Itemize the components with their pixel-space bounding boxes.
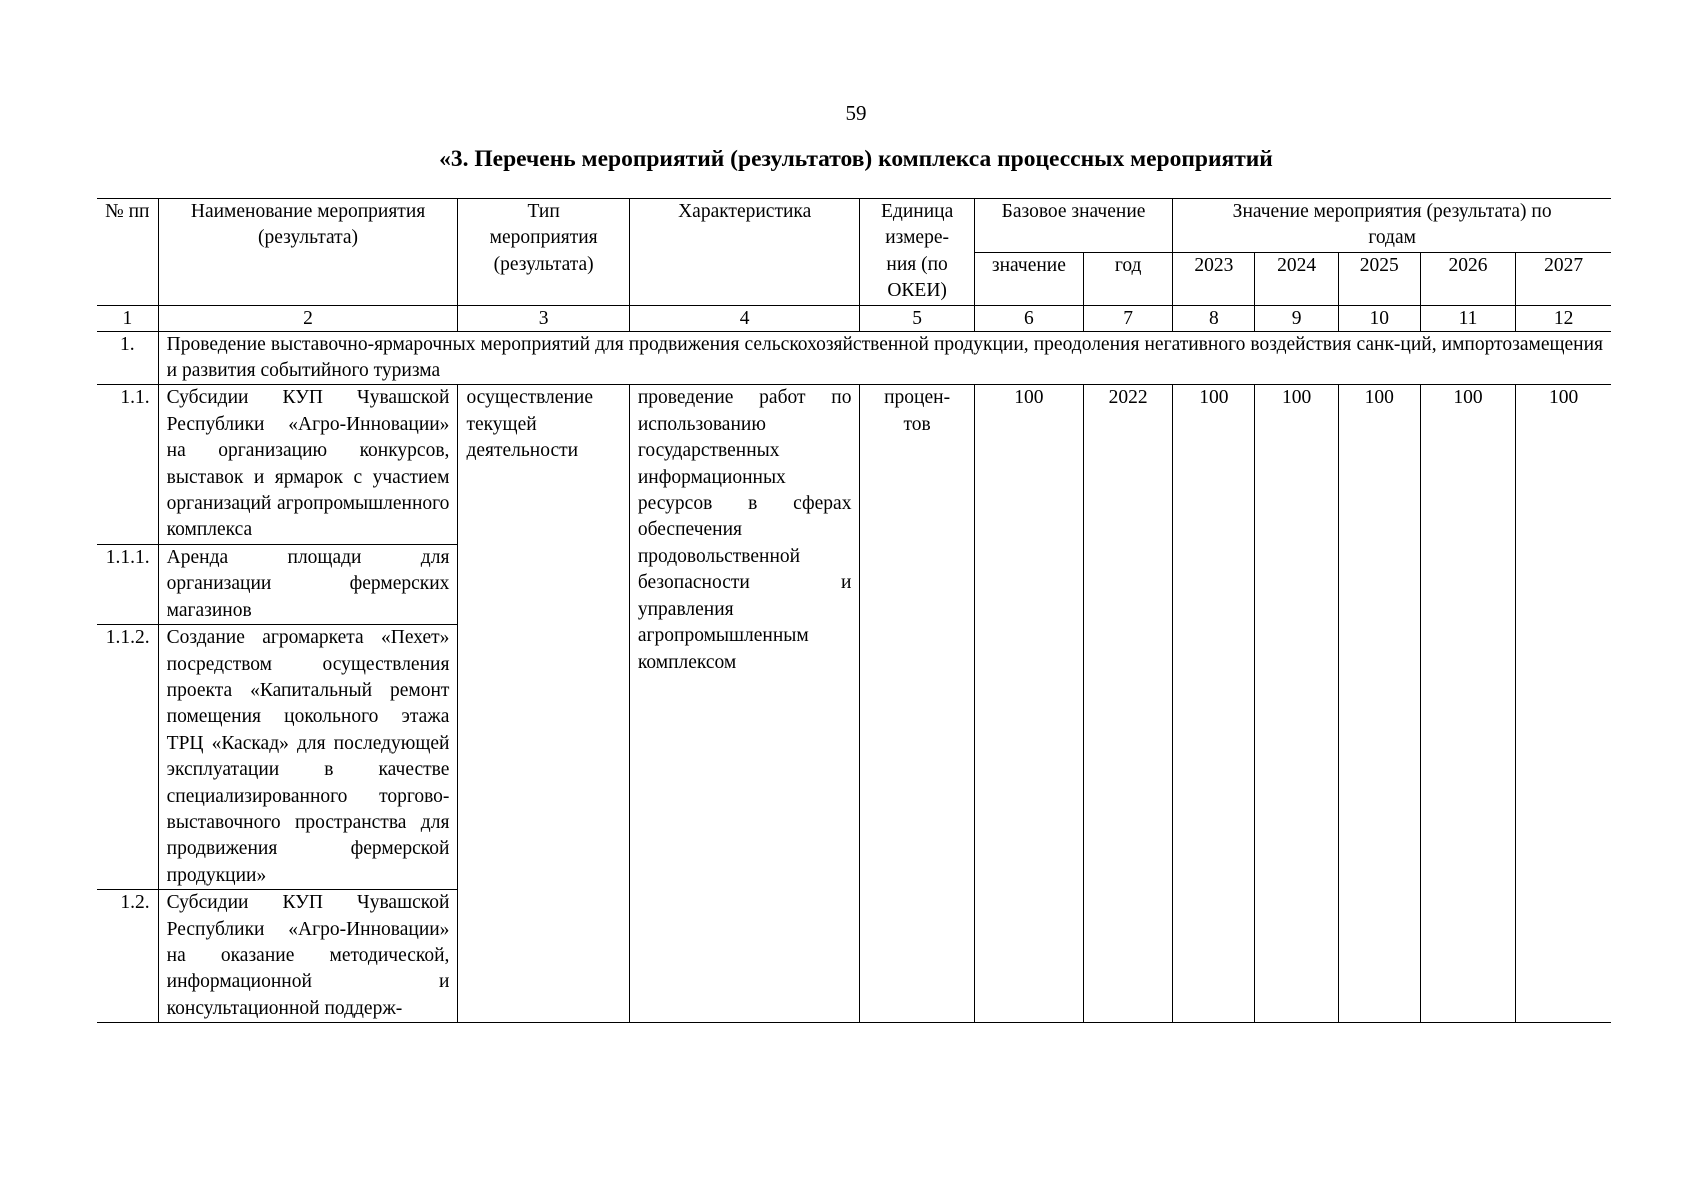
column-number: 5 [860, 305, 974, 331]
column-number: 2 [158, 305, 458, 331]
year-value: 100 [1516, 385, 1611, 1023]
section-number: 1. [97, 331, 158, 385]
event-type: осуществление текущей деятельности [458, 385, 629, 1023]
header-number: № пп [97, 199, 158, 306]
header-years: Значение мероприятия (результата) по годам [1173, 199, 1611, 253]
column-number: 8 [1173, 305, 1255, 331]
header-unit: Единица измере-ния (по ОКЕИ) [860, 199, 974, 306]
row-name: Субсидии КУП Чувашской Республики «Агро-Инновации» на организацию конкурсов, выставок и ярмарок с участием организаций агропромышленного комплекса [158, 385, 458, 544]
header-type: Тип мероприятия (результата) [458, 199, 629, 306]
unit-of-measure: процен-тов [860, 385, 974, 1023]
column-number: 11 [1420, 305, 1515, 331]
header-characteristic: Характеристика [629, 199, 860, 306]
row-number: 1.1. [97, 385, 158, 544]
column-number: 6 [974, 305, 1083, 331]
row-number: 1.2. [97, 890, 158, 1023]
base-value: 100 [974, 385, 1083, 1023]
header-base-year: год [1084, 252, 1173, 305]
row-number: 1.1.1. [97, 544, 158, 624]
column-number-row [97, 305, 1611, 331]
row-name: Субсидии КУП Чувашской Республики «Агро-Инновации» на оказание методической, информационной и консультационной поддерж- [158, 890, 458, 1023]
year-value: 100 [1173, 385, 1255, 1023]
header-row [97, 199, 1611, 253]
header-base-value: значение [974, 252, 1083, 305]
row-number: 1.1.2. [97, 625, 158, 890]
year-value: 100 [1420, 385, 1515, 1023]
column-number: 12 [1516, 305, 1611, 331]
column-number: 1 [97, 305, 158, 331]
base-year: 2022 [1084, 385, 1173, 1023]
event-characteristic: проведение работ по использованию государственных информационных ресурсов в сферах обеспечения продовольственной безопасности и управления агропромышленным комплексом [629, 385, 860, 1023]
year-value: 100 [1338, 385, 1420, 1023]
column-number: 10 [1338, 305, 1420, 331]
section-row [97, 331, 1611, 385]
header-name: Наименование мероприятия (результата) [158, 199, 458, 306]
row-name: Аренда площади для организации фермерских магазинов [158, 544, 458, 624]
section-title: «3. Перечень мероприятий (результатов) комплекса процессных мероприятий [439, 146, 1273, 172]
table-row [97, 385, 1611, 544]
page-number: 59 [845, 101, 867, 125]
row-name: Создание агромаркета «Пехет» посредством осуществления проекта «Капитальный ремонт помещения цокольного этажа ТРЦ «Каскад» для последующей эксплуатации в качестве специализированного торгово-выставочного пространства для продвижения фермерской продукции» [158, 625, 458, 890]
header-year: 2024 [1255, 252, 1338, 305]
year-value: 100 [1255, 385, 1338, 1023]
column-number: 7 [1084, 305, 1173, 331]
header-year: 2027 [1516, 252, 1611, 305]
column-number: 9 [1255, 305, 1338, 331]
column-number: 4 [629, 305, 860, 331]
measures-table [97, 198, 1611, 1023]
header-year: 2026 [1420, 252, 1515, 305]
header-year: 2023 [1173, 252, 1255, 305]
section-text: Проведение выставочно-ярмарочных мероприятий для продвижения сельскохозяйственной продукции, преодоления негативного воздействия санк-ций, импортозамещения и развития событийного туризма [158, 331, 1611, 385]
column-number: 3 [458, 305, 629, 331]
header-year: 2025 [1338, 252, 1420, 305]
header-base: Базовое значение [974, 199, 1173, 253]
